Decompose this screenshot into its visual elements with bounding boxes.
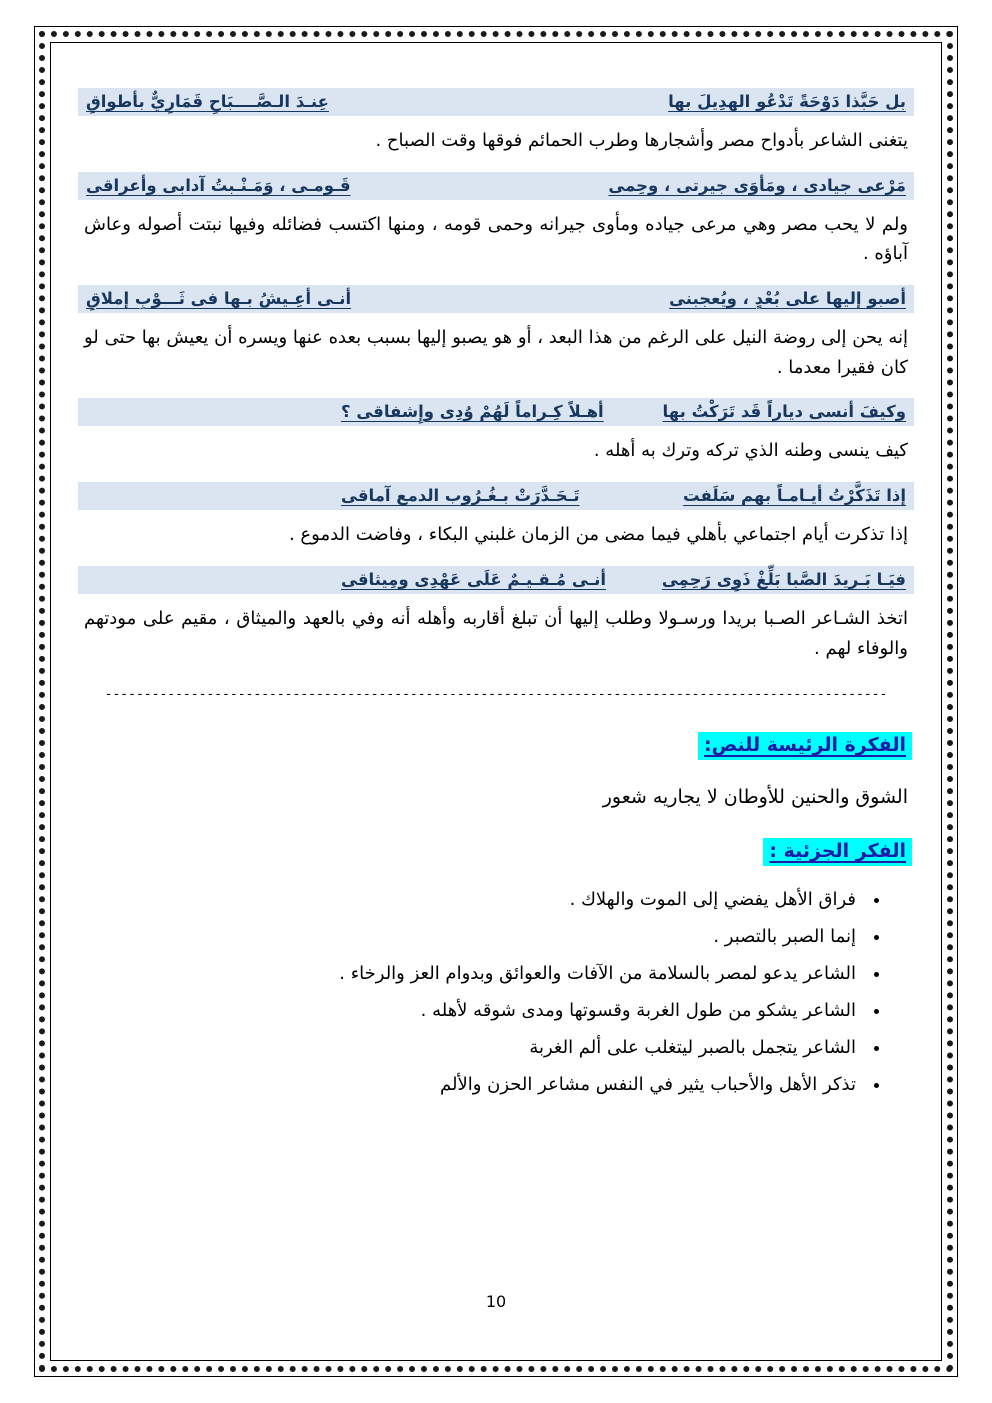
verse-line (78, 482, 914, 510)
verse-block-1 (78, 88, 914, 156)
verse-hemistich-right: فيَـا بَـريدَ الصَّبا بَلِّغْ ذَوِى رَحِمِى (661, 569, 906, 589)
sub-ideas-heading-row (80, 838, 912, 866)
main-idea-heading: الفكرة الرئيسة للنص: (698, 732, 912, 760)
verse-line (78, 172, 914, 200)
page-number: 10 (485, 1292, 507, 1311)
verse-hemistich-left: أهـلاً كِـراماً لَهُمْ وُدِى وإِشفاقى ؟ (341, 402, 604, 422)
sub-ideas-list (78, 886, 914, 1098)
verse-block-5 (78, 482, 914, 550)
verse-hemistich-right: وكيفَ أنسى دياراً قَد تَرَكْتُ بها (662, 402, 906, 422)
list-item: • تذكر الأهل والأحباب يثير في النفس مشاعر الحزن والألم (78, 1071, 862, 1099)
verse-hemistich-right: أصبو إليها على بُعْدٍ ، ويُعجبنى (669, 289, 906, 309)
verse-hemistich-left: أنـى أعِـيشُ بـها فى ثَـــوْبِ إملاقِ (86, 289, 352, 309)
verse-explanation: إنه يحن إلى روضة النيل على الرغم من هذا البعد ، أو هو يصبو إليها بسبب بعده عنها ويسره أن يعيش بها حتى لو كان فقيرا معدما . (84, 327, 908, 378)
sub-ideas-heading: الفكر الجزئية : (763, 838, 912, 866)
verse-hemistich-left: أنـى مُـقـيـمٌ عَلَى عَهْدِى ومِيثاقى (341, 569, 606, 589)
main-idea-text: الشوق والحنين للأوطان لا يجاريه شعور (602, 786, 908, 809)
verse-hemistich-right: بل حَبَّذا دَوْحَةً تَدْعُو الهدِيلَ بها (668, 92, 906, 111)
verse-line (78, 398, 914, 426)
list-item: • إنما الصبر بالتصبر . (78, 923, 862, 951)
list-item: • فراق الأهل يفضي إلى الموت والهلاك . (78, 886, 862, 914)
verse-hemistich-left: عِنـدَ الـصَّــــبَاحِ قَمَارِيٌّ بأطواقِ (86, 92, 329, 111)
verse-block-4 (78, 398, 914, 466)
verse-hemistich-left: تَـحَـدَّرَتْ بـغُـرُوب الدمع آماقى (341, 486, 580, 506)
verse-block-6 (78, 566, 914, 663)
verse-hemistich-left: قَـومـى ، وَمَـنْـبتُ آدابى وأعراقى (86, 175, 351, 195)
verse-line (78, 566, 914, 594)
verse-line (78, 285, 914, 313)
verse-explanation: يتغنى الشاعر بأدواح مصر وأشجارها وطرب الحمائم فوقها وقت الصباح . (375, 130, 908, 151)
list-item: • الشاعر يدعو لمصر بالسلامة من الآفات والعوائق وبدوام العز والرخاء . (78, 960, 862, 988)
verse-line (78, 88, 914, 116)
verse-explanation: ولم لا يحب مصر وهي مرعى جياده ومأوى جيرانه وحمى قومه ، ومنها اكتسب فضائله وفيها نبتت أصوله وعاش آباؤه . (84, 213, 908, 265)
page-content (78, 78, 914, 1108)
verse-explanation: اتخذ الشـاعر الصـبا بريدا ورسـولا وطلب إليها أن تبلغ أقاربه وأهله أنه وفي بالعهد والميثاق ، مقيم على مودتهم والوفاء لهم . (84, 607, 908, 659)
verse-explanation: إذا تذكرت أيام اجتماعي بأهلي فيما مضى من الزمان غلبني البكاء ، وفاضت الدموع . (288, 524, 908, 546)
verse-hemistich-right: مَرْعى جيادى ، ومَأوَى جيرتى ، وحِمى (608, 175, 906, 195)
dashed-separator: ---------------------------------------------------------------------------------------------------- (104, 687, 888, 703)
verse-hemistich-right: إذا تَذَكَّرْتُ أيـامـاً بهم سَلَفت (683, 486, 906, 506)
verse-block-2 (78, 172, 914, 269)
list-item: • الشاعر يتجمل بالصبر ليتغلب على ألم الغربة (78, 1034, 862, 1062)
verse-explanation: كيف ينسى وطنه الذي تركه وترك به أهله . (593, 440, 908, 462)
list-item: • الشاعر يشكو من طول الغربة وقسوتها ومدى شوقه لأهله . (78, 997, 862, 1025)
main-idea-heading-row (80, 732, 912, 760)
verse-block-3 (78, 285, 914, 382)
